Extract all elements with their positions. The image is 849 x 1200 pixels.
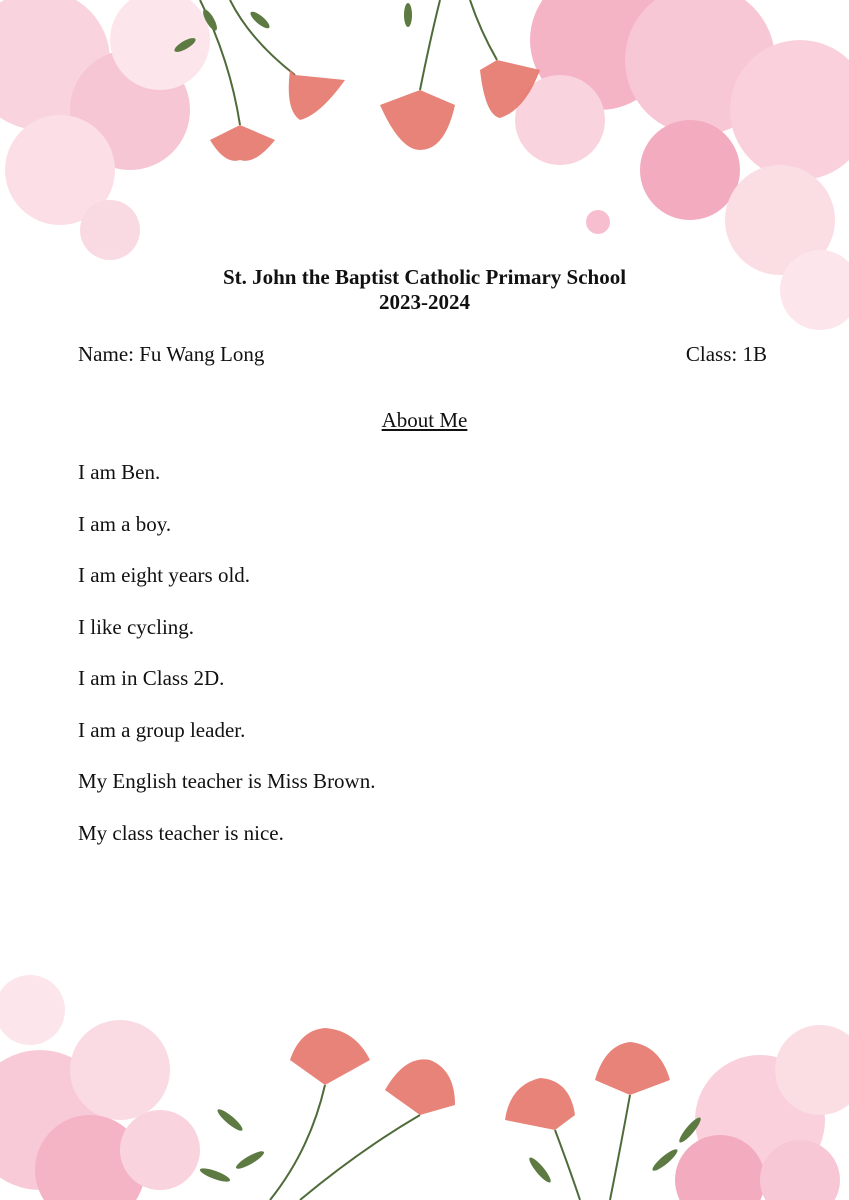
sentence: I am a boy. bbox=[78, 511, 172, 536]
sentence: I am a group leader. bbox=[78, 717, 246, 742]
sentence: My English teacher is Miss Brown. bbox=[78, 769, 376, 793]
student-name: Name: Fu Wang Long bbox=[78, 342, 265, 366]
sentence: I like cycling. bbox=[78, 614, 195, 639]
student-class: Class: 1B bbox=[685, 342, 767, 366]
about-me-sentences bbox=[78, 460, 375, 872]
section-title: About Me bbox=[381, 408, 468, 432]
school-name: St. John the Baptist Catholic Primary School bbox=[222, 265, 627, 289]
section-heading bbox=[0, 408, 849, 433]
sentence: I am in Class 2D. bbox=[78, 666, 225, 690]
sentence: My class teacher is nice. bbox=[78, 820, 284, 845]
sentence: I am Ben. bbox=[78, 460, 161, 484]
school-year: 2023-2024 bbox=[379, 290, 470, 314]
sentence: I am eight years old. bbox=[78, 563, 251, 587]
floral-border-bottom bbox=[0, 920, 849, 1200]
